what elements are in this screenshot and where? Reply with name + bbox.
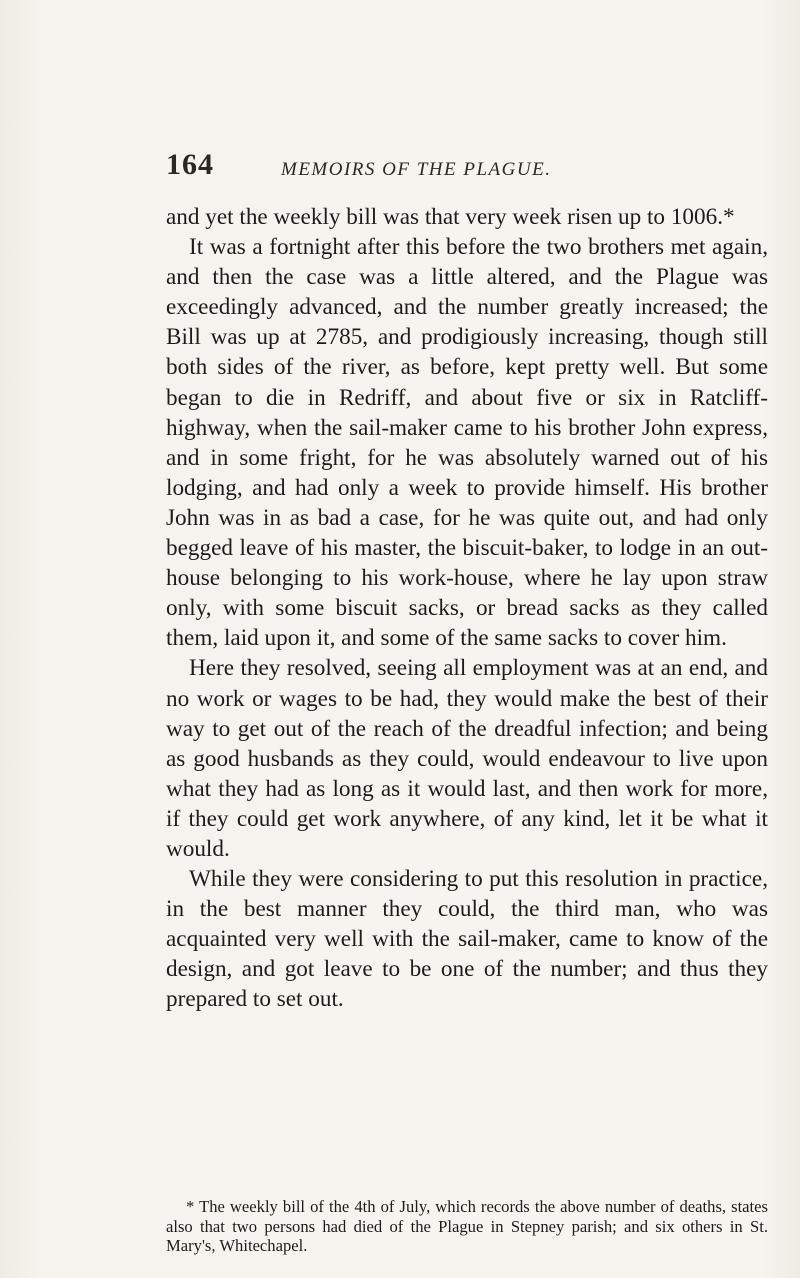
paragraph-third-man: While they were considering to put this resolution in practice, in the best manner they could, the third man, who was acquainted very well with the sail-maker, came to know of the design, and got leave to be one of the number; and thus they prepared to set out. [166, 866, 768, 1013]
paragraph-resolved: Here they resolved, seeing all employment was at an end, and no work or wages to be had, they would make the best of their way to get out of the reach of the dreadful infection; and being as good husbands as they could, would endeavour to live upon what they had as long as it would last, and then work for more, if they could get work anywhere, of any kind, let it be what it would. [166, 655, 768, 862]
page-number: 164 [166, 148, 214, 181]
paragraph-fortnight: It was a fortnight after this before the two brothers met again, and then the case was a little altered, and the Plague was exceedingly advanced, and the number greatly increased; the Bill was up at 2785, and prodigiously increasing, though still both sides of the river, as before, kept pretty well. But some began to die in Redriff, and about five or six in Ratcliff-highway, when the sail-maker came to his brother John express, and in some fright, for he was absolutely warned out of his lodging, and had only a week to provide himself. His brother John was in as bad a case, for he was quite out, and had only begged leave of his master, the biscuit-baker, to lodge in an out-house belonging to his work-house, where he lay upon straw only, with some biscuit sacks, or bread sacks as they called them, laid upon it, and some of the same sacks to cover him. [166, 234, 768, 652]
paragraph-continued: and yet the weekly bill was that very week risen up to 1006.* [166, 204, 735, 230]
body-text [166, 202, 768, 1015]
page-header [166, 148, 766, 188]
running-head: MEMOIRS OF THE PLAGUE. [281, 159, 552, 180]
footnote: * The weekly bill of the 4th of July, which records the above number of deaths, states also that two persons had died of the Plague in Stepney parish; and six others in St. Mary's, Whitechapel. [166, 1197, 768, 1256]
